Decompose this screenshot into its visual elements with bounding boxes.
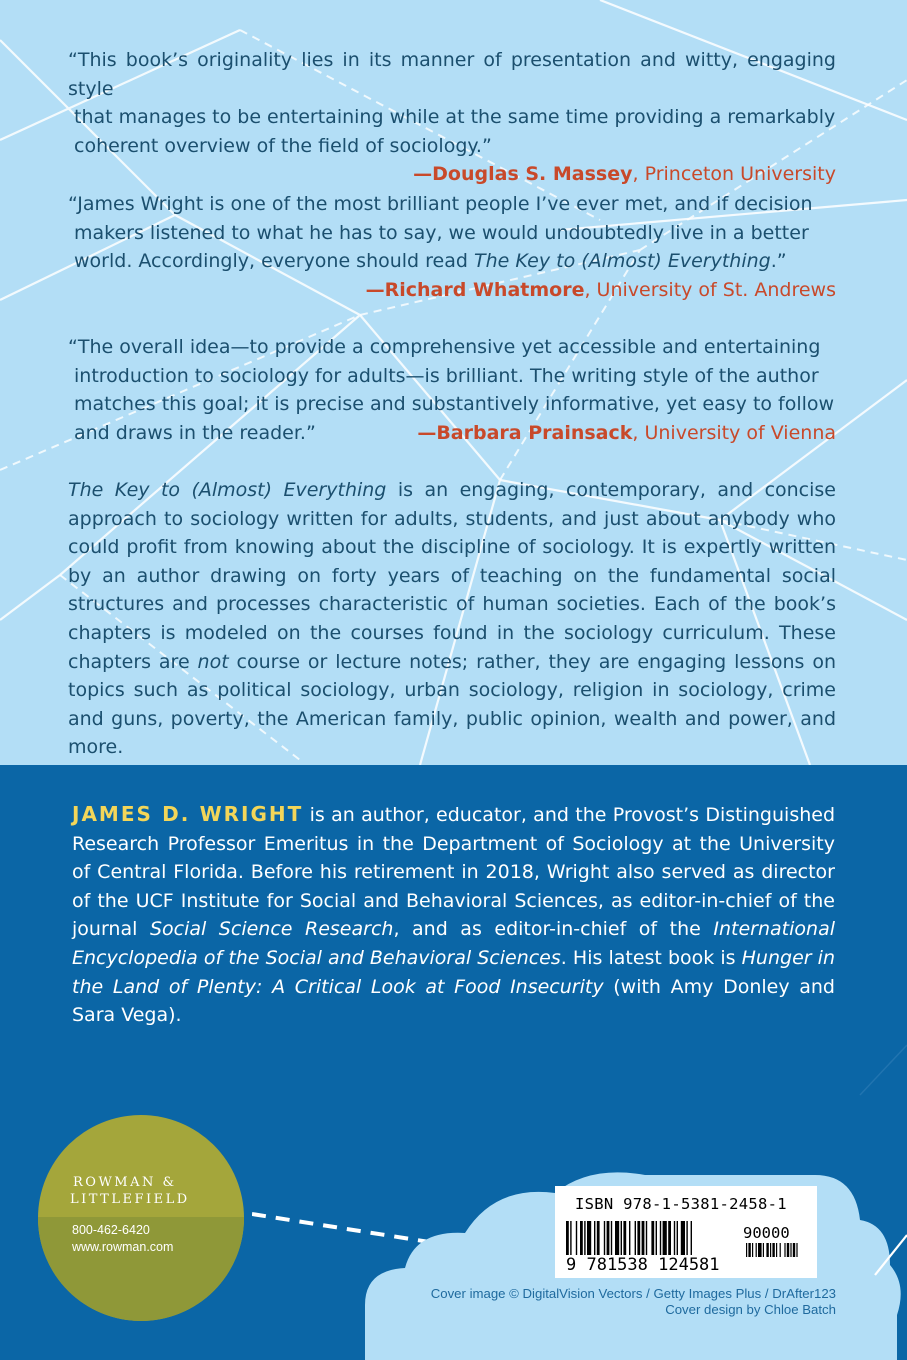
attribution-name: —Douglas S. Massey — [413, 163, 633, 186]
attribution-affiliation: , Princeton University — [632, 163, 836, 186]
publisher-phone: 800-462-6420 — [72, 1223, 150, 1237]
price-code: 90000 — [743, 1224, 790, 1242]
quote-attribution — [68, 276, 836, 305]
cover-design-credit: Cover design by Chloe Batch — [665, 1302, 836, 1317]
author-name: JAMES D. WRIGHT — [72, 802, 304, 826]
publisher-badge — [38, 1115, 244, 1321]
book-title: The Key to (Almost) Everything — [473, 250, 771, 273]
publisher-logo-line: ROWMAN & — [73, 1175, 177, 1190]
quote-line — [68, 247, 836, 276]
quote-line — [68, 419, 836, 448]
attribution-name: —Richard Whatmore — [365, 278, 585, 301]
description-title: The Key to (Almost) Everything — [68, 479, 387, 501]
author-bio — [72, 800, 835, 1030]
attribution-affiliation: , University of Vienna — [632, 421, 836, 444]
quote-line: matches this goal; it is precise and substantively informative, yet easy to follow — [74, 393, 835, 416]
latest-book-title: Hunger in the Land of Plenty: A Critical Look at Food Insecurity — [72, 946, 835, 998]
quote-line-text: and draws in the reader.” — [74, 421, 316, 444]
cover-credits — [431, 1286, 836, 1318]
quote-prainsack — [68, 333, 836, 447]
bio-text: is an author, educator, and the Provost’s Distinguished Research Professor Emeritus in the Department of Sociology at the University of Central Florida. Before his retirement in 2018, Wright also served as director of the UCF Institute for Social and Behavioral Sciences, as editor-in-chief of the journal — [72, 804, 836, 941]
quote-line: “James Wright is one of the most brilliant people I’ve ever met, and if decision — [68, 193, 813, 215]
quote-line: that manages to be entertaining while at the same time providing a remarkably — [74, 106, 836, 129]
description-text: course or lecture notes; rather, they are engaging lessons on topics such as political sociology, urban sociology, religion in sociology, crime and guns, poverty, the American family, public opinion, wealth and power, and more. — [68, 650, 836, 759]
attribution-affiliation: , University of St. Andrews — [584, 278, 836, 301]
bio-text: . His latest book is — [560, 946, 742, 969]
publisher-logo — [70, 1174, 190, 1208]
description-emphasis: not — [197, 650, 229, 673]
barcode-digits: 9 781538 124581 — [566, 1255, 720, 1275]
quote-massey — [68, 46, 836, 189]
quote-line: “The overall idea—to provide a comprehensive yet accessible and entertaining — [68, 336, 821, 358]
cover-image-credit: Cover image © DigitalVision Vectors / Getty Images Plus / DrAfter123 — [430, 1286, 836, 1301]
bio-text: , and as editor-in-chief of the — [393, 918, 714, 941]
quote-line: coherent overview of the field of sociology.” — [74, 134, 492, 157]
quote-line-text: world. Accordingly, everyone should read — [74, 250, 474, 273]
journal-title: Social Science Research — [149, 918, 394, 941]
barcode-icon — [566, 1221, 816, 1257]
attribution-name: —Barbara Prainsack — [417, 421, 633, 444]
book-description — [68, 476, 836, 762]
quote-line: introduction to sociology for adults—is brilliant. The writing style of the author — [74, 364, 819, 387]
quote-whatmore — [68, 190, 836, 304]
quote-close: .” — [770, 250, 787, 273]
publisher-website: www.rowman.com — [72, 1240, 174, 1254]
publisher-logo-line: LITTLEFIELD — [70, 1192, 190, 1207]
description-text: is an engaging, contemporary, and concise approach to sociology written for adults, students, and just about anybody who could profit from knowing about the discipline of sociology. It is expertly written by an author drawing on forty years of teaching on the fundamental social structures and processes characteristic of human societies. Each of the book’s chapters is modeled on the courses found in the sociology curriculum. These chapters are — [68, 479, 836, 673]
quote-attribution — [417, 419, 836, 448]
quote-line: makers listened to what he has to say, we would undoubtedly live in a better — [74, 221, 809, 244]
quote-line: “This book’s originality lies in its manner of presentation and witty, engaging style — [68, 49, 836, 100]
isbn-text: ISBN 978-1-5381-2458-1 — [575, 1195, 787, 1213]
bio-text: (with Amy Donley and Sara Vega). — [72, 975, 835, 1027]
quote-attribution — [68, 160, 836, 189]
encyclopedia-title: International Encyclopedia of the Social and Behavioral Sciences — [72, 918, 835, 969]
